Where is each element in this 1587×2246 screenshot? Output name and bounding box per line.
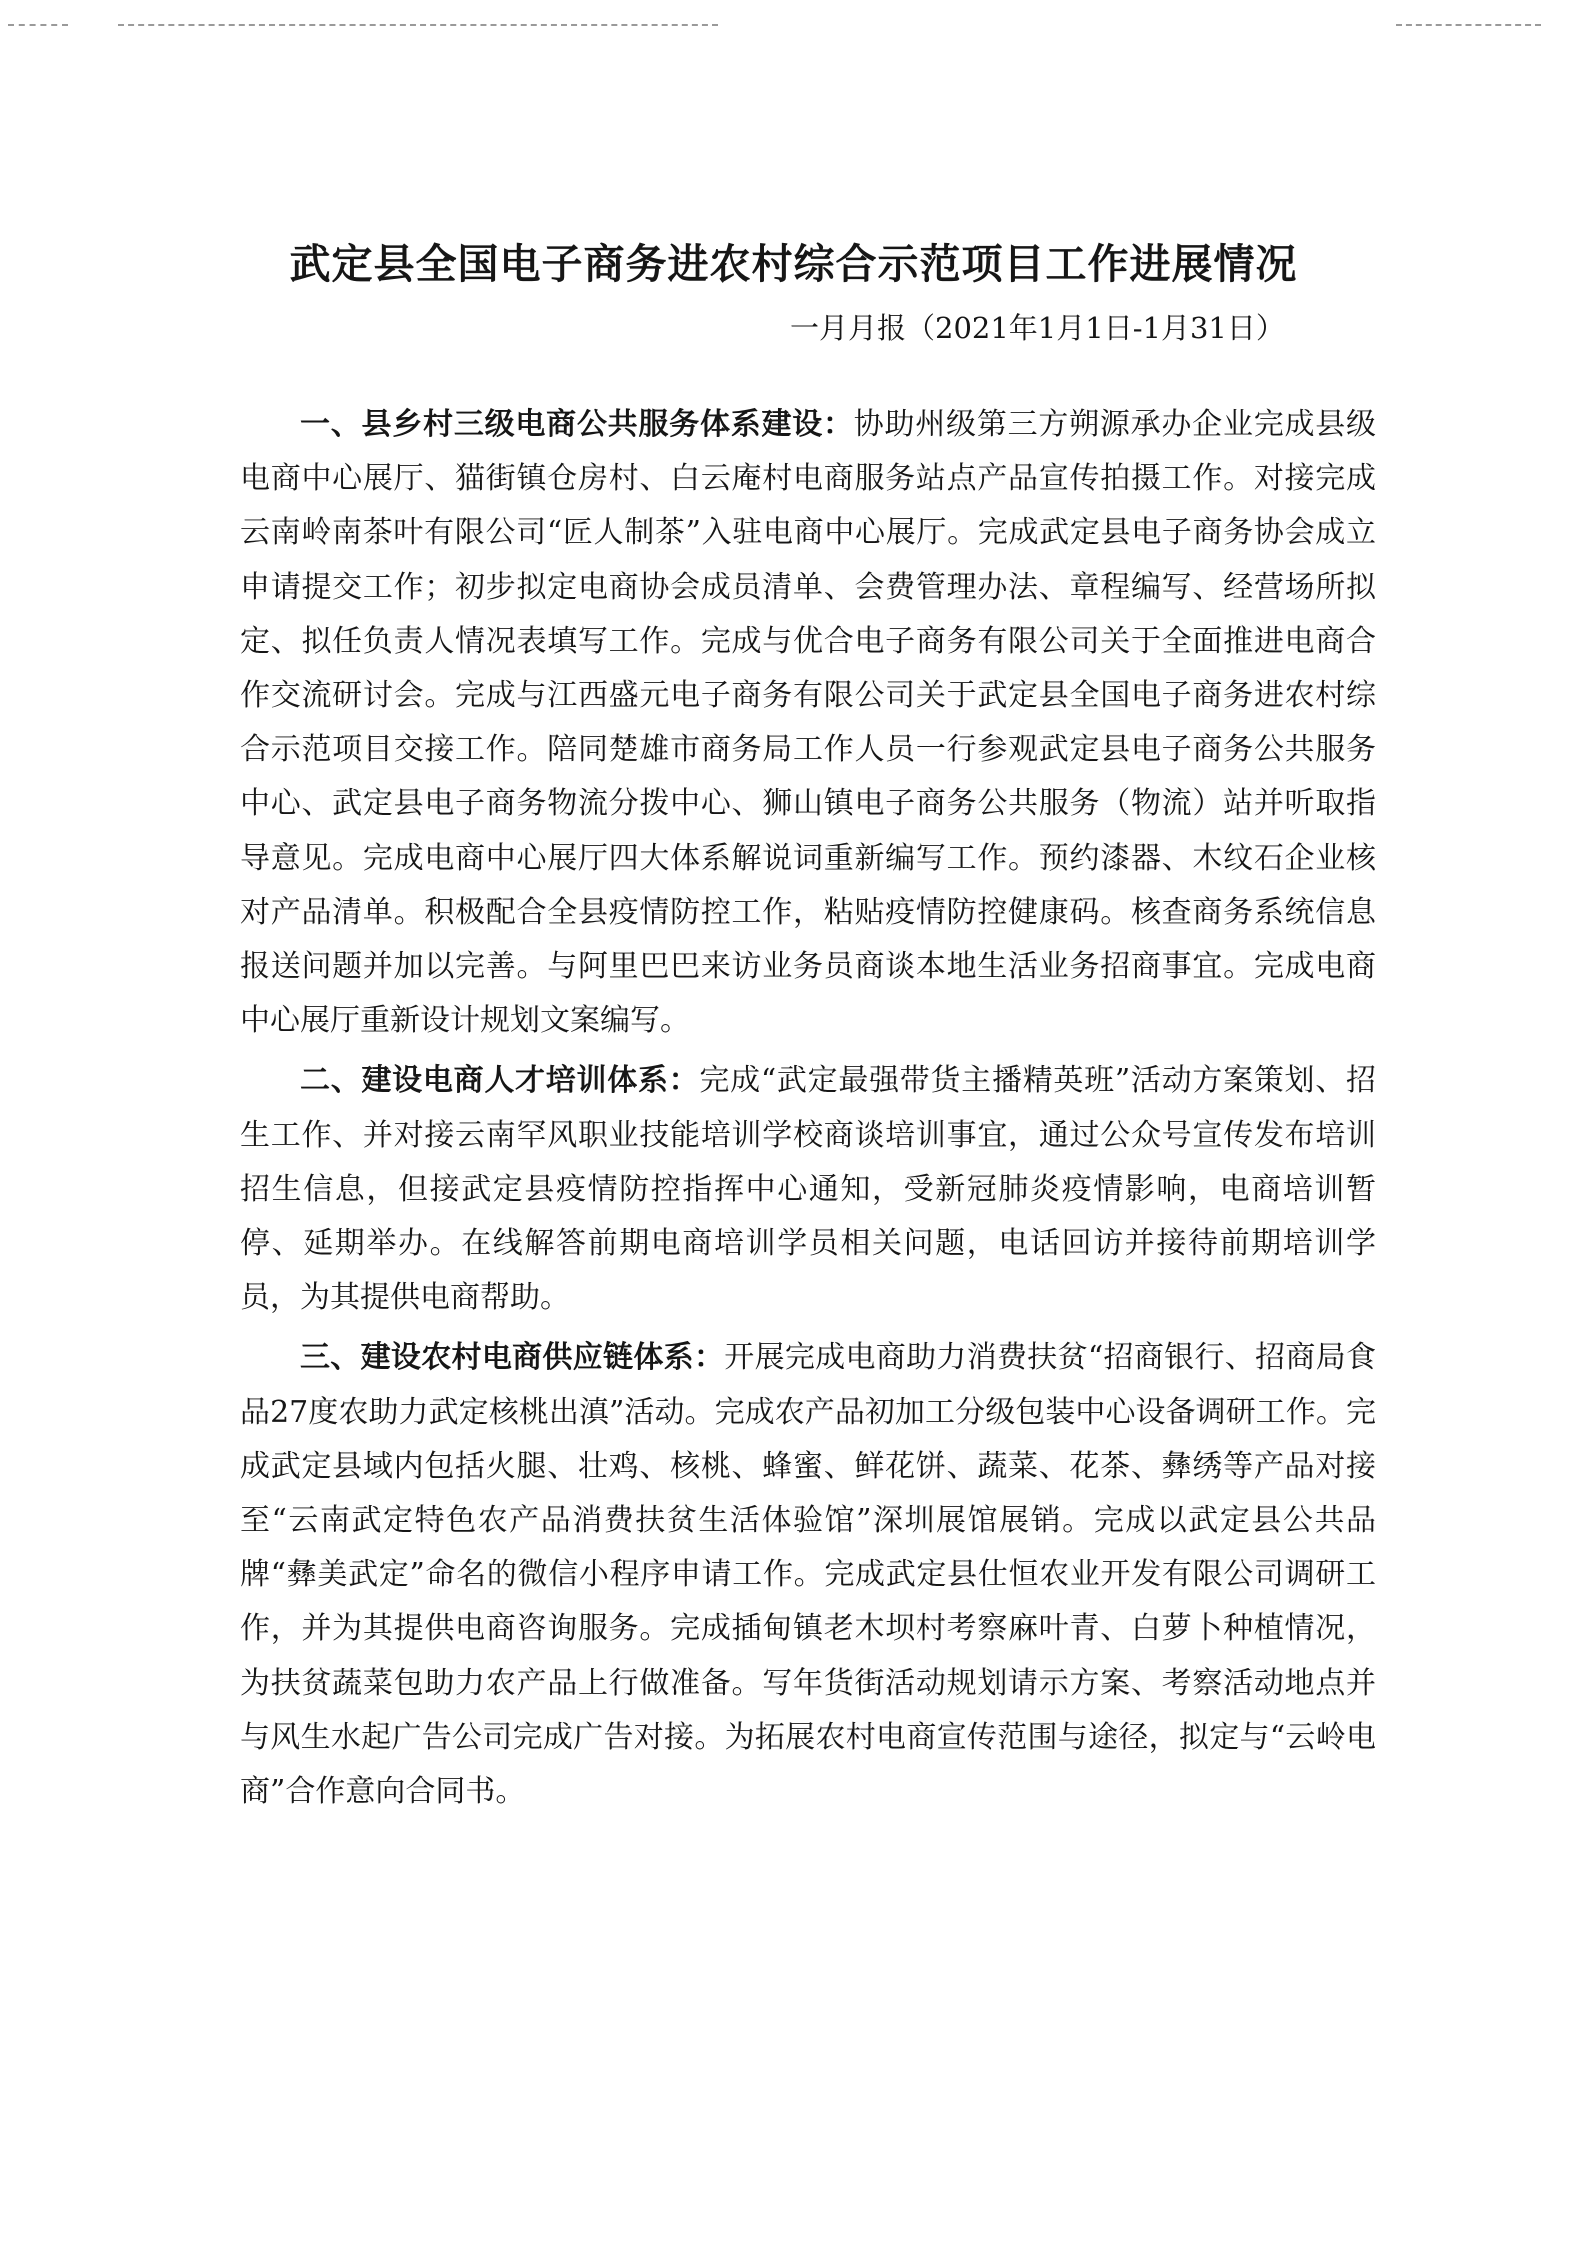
document-body	[240, 398, 1376, 1825]
section-paragraph-1	[240, 398, 1376, 1048]
section-text-3: 开展完成电商助力消费扶贫“招商银行、招商局食品27度农助力武定核桃出滇”活动。完成农产品初加工分级包装中心设备调研工作。完成武定县域内包括火腿、壮鸡、核桃、蜂蜜、鲜花饼、蔬菜、花茶、彝绣等产品对接至“云南武定特色农产品消费扶贫生活体验馆”深圳展馆展销。完成以武定县公共品牌“彝美武定”命名的微信小程序申请工作。完成武定县仕恒农业开发有限公司调研工作，并为其提供电商咨询服务。完成插甸镇老木坝村考察麻叶青、白萝卜种植情况，为扶贫蔬菜包助力农产品上行做准备。写年货街活动规划请示方案、考察活动地点并与风生水起广告公司完成广告对接。为拓展农村电商宣传范围与途径，拟定与“云岭电商”合作意向合同书。	[240, 1340, 1376, 1810]
scan-artifact-line-left	[8, 24, 68, 26]
document-title: 武定县全国电子商务进农村综合示范项目工作进展情况	[289, 240, 1298, 288]
section-text-2: 完成“武定最强带货主播精英班”活动方案策划、招生工作、并对接云南罕风职业技能培训学校商谈培训事宜，通过公众号宣传发布培训招生信息，但接武定县疫情防控指挥中心通知，受新冠肺炎疫情影响，电商培训暂停、延期举办。在线解答前期电商培训学员相关问题，电话回访并接待前期培训学员，为其提供电商帮助。	[240, 1063, 1376, 1316]
section-heading-1: 一、县乡村三级电商公共服务体系建设：	[300, 407, 854, 442]
section-heading-3: 三、建设农村电商供应链体系：	[300, 1340, 725, 1376]
scan-artifact-line-center	[118, 24, 718, 26]
scan-artifact-line-right	[1396, 24, 1541, 26]
section-paragraph-3	[240, 1331, 1376, 1819]
document-subtitle: 一月月报（2021年1月1日-1月31日）	[790, 311, 1285, 345]
section-heading-2: 二、建设电商人才培训体系：	[300, 1063, 700, 1099]
section-paragraph-2	[240, 1054, 1376, 1325]
section-text-1: 协助州级第三方朔源承办企业完成县级电商中心展厅、猫街镇仓房村、白云庵村电商服务站点产品宣传拍摄工作。对接完成云南岭南茶叶有限公司“匠人制茶”入驻电商中心展厅。完成武定县电子商务协会成立申请提交工作；初步拟定电商协会成员清单、会费管理办法、章程编写、经营场所拟定、拟任负责人情况表填写工作。完成与优合电子商务有限公司关于全面推进电商合作交流研讨会。完成与江西盛元电子商务有限公司关于武定县全国电子商务进农村综合示范项目交接工作。陪同楚雄市商务局工作人员一行参观武定县电子商务公共服务中心、武定县电子商务物流分拨中心、狮山镇电子商务公共服务（物流）站并听取指导意见。完成电商中心展厅四大体系解说词重新编写工作。预约漆器、木纹石企业核对产品清单。积极配合全县疫情防控工作，粘贴疫情防控健康码。核查商务系统信息报送问题并加以完善。与阿里巴巴来访业务员商谈本地生活业务招商事宜。完成电商中心展厅重新设计规划文案编写。	[240, 407, 1377, 1039]
